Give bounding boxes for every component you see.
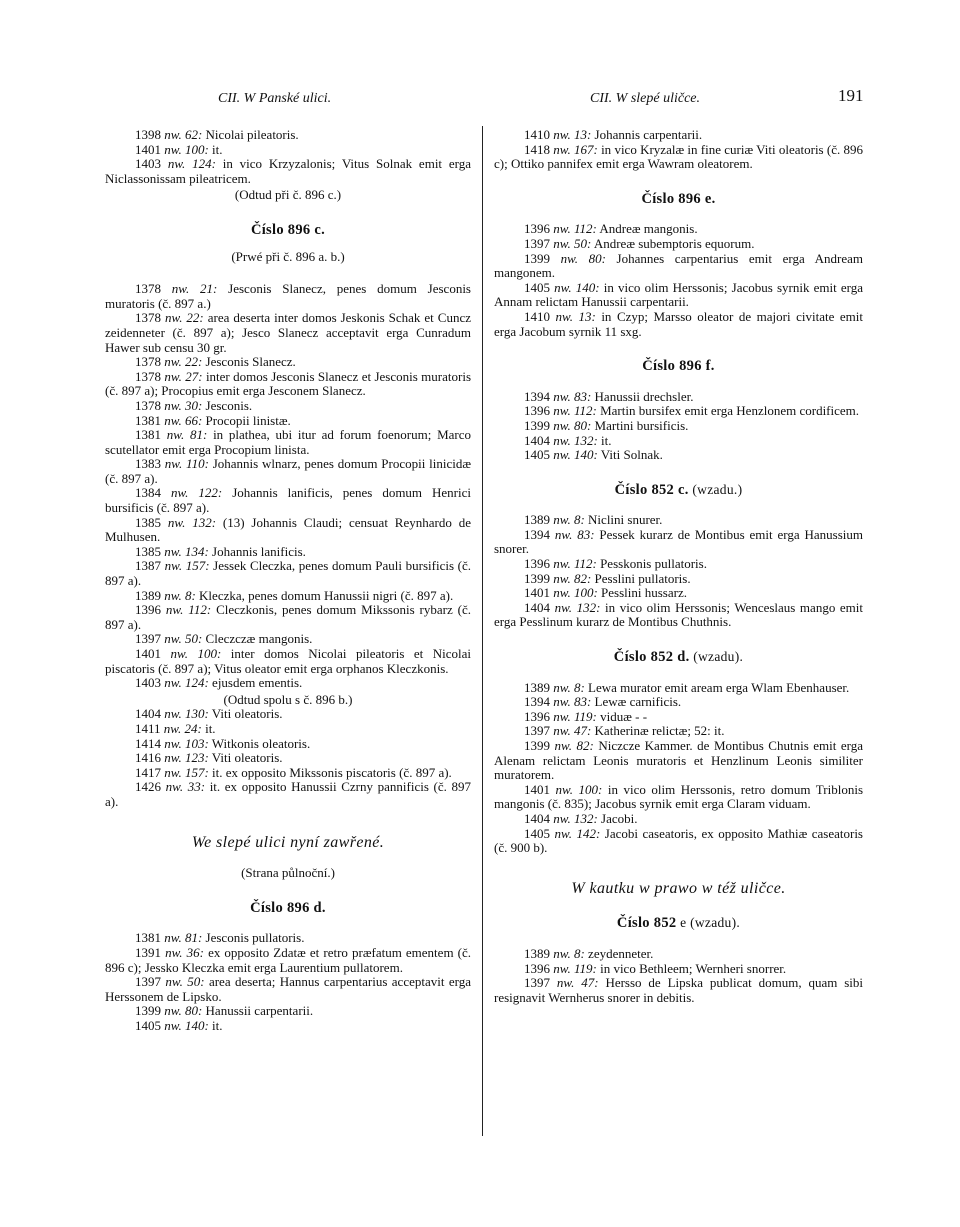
register-entry (105, 370, 471, 399)
entry-text: Pesslini pullatoris. (591, 570, 691, 586)
house-number-heading (105, 901, 471, 916)
section-note: (Prwé při č. 896 a. b.) (231, 248, 345, 264)
cross-reference-note: (Odtud spolu s č. 896 b.) (223, 691, 353, 707)
entry-text: Jacobi. (597, 810, 638, 826)
entry-text: Witkonis oleatoris. (208, 735, 311, 751)
entry-folio: nw. 157: (164, 764, 209, 780)
register-entry (494, 710, 863, 725)
entry-year: 1401 (135, 141, 161, 157)
entry-folio: nw. 122: (170, 485, 223, 501)
entry-text: Martini bursificis. (591, 417, 689, 433)
entry-folio: nw. 8: (164, 587, 196, 603)
entry-folio: nw. 47: (553, 723, 592, 739)
entry-folio: nw. 140: (553, 447, 598, 463)
entry-year: 1397 (135, 974, 161, 990)
entry-text: Viti oleatoris. (208, 750, 283, 766)
entry-folio: nw. 50: (553, 235, 592, 251)
entry-text: Cleczczæ mangonis. (202, 631, 313, 647)
entry-text: Jessek Cleczka, penes domum Pauli bursificis (č. 897 a). (105, 558, 472, 589)
entry-folio: nw. 112: (553, 221, 597, 237)
entry-year: 1381 (135, 412, 161, 428)
entry-year: 1403 (135, 675, 161, 691)
entry-text: zeydenneter. (584, 945, 654, 961)
register-entry (105, 516, 471, 545)
entry-text: (13) Johannis Claudi; censuat Reynhardo de Mulhusen. (105, 514, 471, 545)
heading-suffix: (wzadu). (689, 649, 744, 665)
register-entry (494, 448, 863, 463)
entry-year: 1411 (135, 720, 161, 736)
entry-year: 1389 (524, 512, 550, 528)
entry-year: 1405 (524, 447, 550, 463)
heading-main: Číslo 852 c. (614, 481, 689, 498)
house-section (494, 359, 863, 463)
entry-folio: nw. 112: (165, 602, 212, 618)
heading-suffix: (wzadu.) (688, 481, 743, 497)
street-heading: We slepé ulici nyní zawřené. (191, 833, 385, 851)
register-entry (494, 827, 863, 856)
heading-main: Číslo 896 f. (642, 358, 715, 375)
entry-year: 1410 (524, 308, 550, 324)
entry-year: 1404 (524, 599, 550, 615)
register-entry (105, 311, 471, 355)
entry-text: Nicolai pileatoris. (202, 127, 299, 142)
register-entry (105, 647, 471, 676)
entry-folio: nw. 50: (165, 974, 205, 990)
entry-year: 1391 (135, 944, 161, 960)
entry-folio: nw. 119: (553, 708, 597, 724)
entry-text: Jesconis. (202, 397, 253, 413)
entry-folio: nw. 100: (170, 646, 222, 661)
entry-year: 1414 (135, 735, 161, 751)
entry-year: 1399 (524, 250, 550, 266)
heading-main: Číslo 896 e. (641, 190, 716, 207)
register-entry (105, 780, 471, 809)
house-number-heading (105, 223, 471, 238)
entry-folio: nw. 82: (554, 738, 594, 753)
entry-text: Johannes carpentarius emit erga Andream mangonem. (494, 250, 863, 281)
entry-year: 1384 (135, 485, 161, 501)
register-entry (105, 1004, 471, 1019)
entry-text: Viti oleatoris. (208, 706, 283, 722)
entry-year: 1399 (524, 417, 550, 433)
register-entry (105, 143, 471, 158)
entry-year: 1417 (135, 764, 161, 780)
entry-folio: nw. 27: (164, 368, 203, 384)
heading-main: Číslo 852 (616, 915, 677, 932)
entry-folio: nw. 130: (164, 706, 209, 722)
register-entry (494, 976, 863, 1005)
entry-year: 1378 (135, 310, 161, 326)
entry-folio: nw. 36: (165, 944, 204, 960)
entry-text: Hersso de Lipska publicat domum, quam sibi resignavit Wernherus snorer in debitis. (494, 975, 863, 1005)
entry-text: in vico Krzyzalonis; Vitus Solnak emit erga Niclassonissam pileatricem. (105, 156, 471, 186)
entry-text: Niczcze Kammer. de Montibus Chutnis emit erga Alenam relictam Leonis muratoris et Henzlinum Leonis similiter muratorem. (494, 738, 864, 783)
entry-year: 1399 (135, 1003, 161, 1019)
house-number-heading (494, 650, 863, 665)
entry-folio: nw. 22: (164, 310, 204, 326)
entry-folio: nw. 100: (164, 141, 209, 157)
entry-year: 1387 (135, 558, 161, 574)
entry-folio: nw. 8: (553, 679, 585, 695)
entry-folio: nw. 62: (164, 127, 203, 142)
entry-year: 1401 (524, 781, 550, 797)
house-section (494, 483, 863, 630)
register-entry (494, 281, 863, 310)
entry-text: it. (597, 432, 612, 448)
entry-folio: nw. 47: (556, 975, 599, 991)
entry-folio: nw. 81: (166, 427, 208, 443)
register-entry (494, 695, 863, 710)
entry-text: in Czyp; Marsso oleator de majori civitate emit erga Jacobum syrnik 11 sxg. (494, 308, 863, 339)
entry-year: 1397 (524, 235, 550, 251)
entry-year: 1381 (135, 930, 161, 946)
entry-year: 1397 (524, 723, 550, 739)
entry-folio: nw. 119: (553, 960, 597, 976)
right-column (494, 128, 863, 1005)
entry-folio: nw. 124: (167, 156, 216, 172)
column-divider (482, 126, 483, 1136)
entry-text: Martin bursifex emit erga Henzlonem cordificem. (596, 403, 860, 419)
entry-year: 1394 (524, 526, 550, 542)
register-entry (105, 737, 471, 752)
entry-year: 1401 (135, 646, 161, 661)
entry-folio: nw. 66: (164, 412, 203, 428)
entry-folio: nw. 83: (554, 526, 595, 542)
register-entry (105, 457, 471, 486)
register-entry (105, 931, 471, 946)
entry-folio: nw. 80: (560, 250, 606, 266)
entry-folio: nw. 103: (164, 735, 209, 751)
entry-year: 1404 (524, 810, 550, 826)
house-section (105, 833, 471, 1034)
entry-text: it. (208, 141, 223, 157)
entry-year: 1399 (524, 570, 550, 586)
running-head-left: CII. W Panské ulici. (218, 91, 332, 106)
register-entry (105, 632, 471, 647)
entry-text: Pesslini hussarz. (597, 585, 687, 601)
entry-folio: nw. 167: (553, 141, 598, 157)
register-entry (494, 962, 863, 977)
heading-main: Číslo 852 d. (613, 649, 690, 666)
entry-folio: nw. 33: (165, 779, 206, 795)
entry-text: Johannis carpentarii. (591, 127, 703, 142)
heading-suffix: e (wzadu). (676, 915, 741, 931)
entry-text: in vico Bethleem; Wernheri snorrer. (596, 960, 787, 976)
register-entry (105, 157, 471, 186)
register-entry (494, 724, 863, 739)
entry-text: it. (208, 1017, 223, 1033)
entry-folio: nw. 83: (553, 694, 592, 710)
register-entry (494, 143, 863, 172)
entry-year: 1426 (135, 779, 161, 795)
register-entry (494, 419, 863, 434)
street-note: (Strana půlnoční.) (241, 865, 335, 881)
house-section (494, 128, 863, 172)
running-head-right: CII. W slepé uličce. (590, 91, 701, 106)
entry-text: Jesconis Slanecz. (202, 354, 296, 370)
entry-year: 1405 (524, 825, 550, 841)
entry-year: 1401 (524, 585, 550, 601)
entry-text: Lewa murator emit aream erga Wlam Ebenhauser. (584, 679, 850, 695)
register-entry (105, 676, 471, 691)
register-entry (494, 783, 863, 812)
entry-text: Andreæ mangonis. (596, 221, 698, 237)
entry-text: Jesconis pullatoris. (202, 930, 305, 946)
register-entry (494, 601, 863, 630)
register-entry (105, 486, 471, 515)
entry-text: in vico Kryzalæ in fine curiæ Viti oleatoris (č. 896 c); Ottiko pannifex emit erga Wawram oleatorem. (494, 141, 863, 172)
register-entry (105, 722, 471, 737)
entry-year: 1389 (135, 587, 161, 603)
entry-text: area deserta inter domos Jeskonis Schak et Cuncz zeidenneter (č. 897 a); Jesco Slanecz acceptavit erga Cunradum Hawer sub censu 30 gr. (105, 310, 471, 355)
entry-year: 1416 (135, 750, 161, 766)
entry-folio: nw. 140: (554, 279, 600, 295)
entry-text: in vico olim Herssonis; Jacobus syrnik emit erga Annam relictam Hanussii carpentarii. (494, 279, 864, 310)
left-column (105, 128, 471, 1033)
register-entry (494, 572, 863, 587)
entry-text: Kleczka, penes domum Hanussii nigri (č. 897 a). (195, 587, 454, 603)
register-entry (494, 390, 863, 405)
register-entry (105, 1019, 471, 1034)
entry-folio: nw. 21: (171, 281, 218, 297)
house-number-heading (494, 916, 863, 931)
entry-folio: nw. 110: (164, 456, 209, 472)
register-entry (494, 947, 863, 962)
entry-text: it. ex opposito Mikssonis piscatoris (č. 897 a). (208, 764, 452, 780)
register-entry (494, 528, 863, 557)
entry-year: 1378 (135, 281, 161, 297)
register-entry (105, 751, 471, 766)
entry-folio: nw. 112: (553, 556, 597, 572)
entry-year: 1397 (135, 631, 161, 647)
entry-folio: nw. 22: (164, 354, 203, 370)
register-entry (105, 766, 471, 781)
register-entry (105, 603, 471, 632)
entry-year: 1385 (135, 514, 161, 530)
entry-text: Hanussii carpentarii. (202, 1003, 314, 1019)
entry-text: area deserta; Hannus carpentarius acceptavit erga Herssonem de Lipsko. (105, 974, 471, 1004)
entry-folio: nw. 82: (553, 570, 592, 586)
entry-text: Andreæ subemptoris equorum. (591, 235, 755, 251)
entry-folio: nw. 140: (164, 1017, 209, 1033)
entry-year: 1410 (524, 127, 550, 142)
house-section (494, 192, 863, 339)
entry-folio: nw. 24: (163, 720, 202, 736)
entry-folio: nw. 8: (553, 945, 585, 961)
register-entry (494, 557, 863, 572)
entry-text: Johannis lanificis, penes domum Henrici bursificis (č. 897 a). (105, 485, 471, 516)
entry-year: 1397 (524, 975, 550, 991)
entry-folio: nw. 132: (554, 599, 601, 615)
entry-year: 1396 (524, 960, 550, 976)
entry-year: 1396 (524, 403, 550, 419)
entry-text: in plathea, ubi itur ad forum foenorum; Marco scutellator emit erga Procopium linista. (105, 427, 472, 457)
register-entry (105, 282, 471, 311)
entry-folio: nw. 132: (553, 810, 598, 826)
entry-text: Pesskonis pullatoris. (596, 556, 707, 572)
entry-text: in vico olim Herssonis, retro domum Triblonis mangonis (č. 835); Jacobus syrnik emit erga Claram viduam. (494, 781, 864, 812)
entry-year: 1396 (135, 602, 161, 618)
entry-text: it. ex opposito Hanussii Czrny pannificis (č. 897 a). (105, 779, 471, 809)
cross-reference-note: (Odtud při č. 896 c.) (234, 187, 342, 203)
entry-year: 1378 (135, 368, 161, 384)
entry-year: 1398 (135, 127, 161, 142)
entry-year: 1394 (524, 388, 550, 404)
entry-folio: nw. 134: (164, 543, 209, 559)
entry-text: Pessek kurarz de Montibus emit erga Hanussium snorer. (494, 526, 863, 557)
register-entry (105, 399, 471, 414)
entry-folio: nw. 132: (553, 432, 598, 448)
house-number-heading (494, 359, 863, 374)
entry-text: Johannis wlnarz, penes domum Procopii linicidæ (č. 897 a). (105, 456, 471, 486)
register-entry (494, 681, 863, 696)
street-heading: W kautku w prawo w též uličce. (571, 879, 786, 897)
entry-folio: nw. 124: (164, 675, 209, 691)
entry-folio: nw. 100: (555, 781, 603, 797)
register-entry (494, 222, 863, 237)
entry-text: inter domos Jesconis Slanecz et Jesconis muratoris (č. 897 a); Procopius emit erga Jesconem Slanecz. (105, 368, 472, 399)
house-section (105, 128, 471, 203)
entry-text: Katherinæ relictæ; 52: it. (591, 723, 725, 739)
register-entry (105, 355, 471, 370)
register-entry (494, 237, 863, 252)
entry-text: Viti Solnak. (597, 447, 663, 463)
entry-text: Jacobi caseatoris, ex opposito Mathiæ caseatoris (č. 900 b). (494, 825, 863, 856)
house-section (494, 879, 863, 1006)
register-entry (494, 513, 863, 528)
register-entry (105, 707, 471, 722)
register-entry (105, 545, 471, 560)
entry-year: 1389 (524, 945, 550, 961)
entry-year: 1405 (135, 1017, 161, 1033)
register-entry (105, 559, 471, 588)
entry-year: 1396 (524, 708, 550, 724)
entry-folio: nw. 50: (164, 631, 203, 647)
entry-year: 1405 (524, 279, 550, 295)
entry-folio: nw. 30: (164, 397, 203, 413)
entry-year: 1396 (524, 556, 550, 572)
register-entry (105, 946, 471, 975)
entry-year: 1418 (524, 141, 550, 157)
entry-year: 1404 (524, 432, 550, 448)
register-entry (494, 812, 863, 827)
register-entry (494, 128, 863, 143)
entry-folio: nw. 112: (553, 403, 597, 419)
entry-text: Jesconis Slanecz, penes domum Jesconis muratoris (č. 897 a.) (105, 281, 471, 311)
house-section (494, 650, 863, 856)
entry-year: 1404 (135, 706, 161, 722)
entry-folio: nw. 81: (164, 930, 203, 946)
entry-folio: nw. 157: (164, 558, 210, 574)
entry-text: Niclini snurer. (584, 512, 663, 528)
entry-folio: nw. 80: (164, 1003, 203, 1019)
entry-folio: nw. 123: (164, 750, 209, 766)
entry-year: 1383 (135, 456, 161, 472)
entry-folio: nw. 100: (553, 585, 598, 601)
entry-text: Johannis lanificis. (208, 543, 306, 559)
register-entry (105, 128, 471, 143)
entry-text: Cleczkonis, penes domum Mikssonis rybarz (č. 897 a). (105, 602, 472, 632)
entry-folio: nw. 142: (554, 825, 601, 841)
entry-year: 1399 (524, 738, 550, 753)
entry-folio: nw. 13: (553, 127, 592, 142)
register-entry (494, 586, 863, 601)
house-number-heading (494, 192, 863, 207)
entry-year: 1378 (135, 397, 161, 413)
entry-year: 1381 (135, 427, 161, 443)
register-entry (494, 252, 863, 281)
entry-text: ejusdem ementis. (208, 675, 303, 691)
entry-text: viduæ - - (596, 708, 648, 724)
entry-text: inter domos Nicolai pileatoris et Nicolai piscatoris (č. 897 a); Vitus oleator emit erga orphanos Kleczkonis. (105, 646, 472, 676)
entry-folio: nw. 132: (167, 514, 217, 530)
entry-text: it. (201, 720, 216, 736)
entry-year: 1394 (524, 694, 550, 710)
register-entry (105, 414, 471, 429)
register-entry (494, 404, 863, 419)
register-entry (105, 428, 471, 457)
entry-year: 1403 (135, 156, 161, 172)
register-entry (105, 975, 471, 1004)
entry-text: in vico olim Herssonis; Wenceslaus mango emit erga Pesslinum kurarz de Montibus Chuthnis. (494, 599, 863, 630)
entry-year: 1378 (135, 354, 161, 370)
register-entry (105, 589, 471, 604)
entry-folio: nw. 80: (553, 417, 592, 433)
entry-folio: nw. 83: (553, 388, 592, 404)
house-number-heading (494, 483, 863, 498)
heading-main: Číslo 896 d. (250, 899, 326, 916)
entry-folio: nw. 13: (555, 308, 596, 324)
entry-text: Hanussii drechsler. (591, 388, 694, 404)
register-entry (494, 434, 863, 449)
entry-text: ex opposito Zdatæ et retro præfatum ementem (č. 896 c); Jessko Kleczka emit erga Laurentium pullatorem. (105, 944, 471, 975)
entry-year: 1396 (524, 221, 550, 237)
register-entry (494, 310, 863, 339)
entry-folio: nw. 8: (553, 512, 585, 528)
entry-text: Lewæ carnificis. (591, 694, 682, 710)
entry-text: Procopii linistæ. (202, 412, 291, 428)
register-entry (494, 739, 863, 783)
heading-main: Číslo 896 c. (250, 221, 326, 238)
house-section (105, 223, 471, 810)
entry-year: 1389 (524, 679, 550, 695)
page-number: 191 (838, 86, 864, 105)
entry-year: 1385 (135, 543, 161, 559)
